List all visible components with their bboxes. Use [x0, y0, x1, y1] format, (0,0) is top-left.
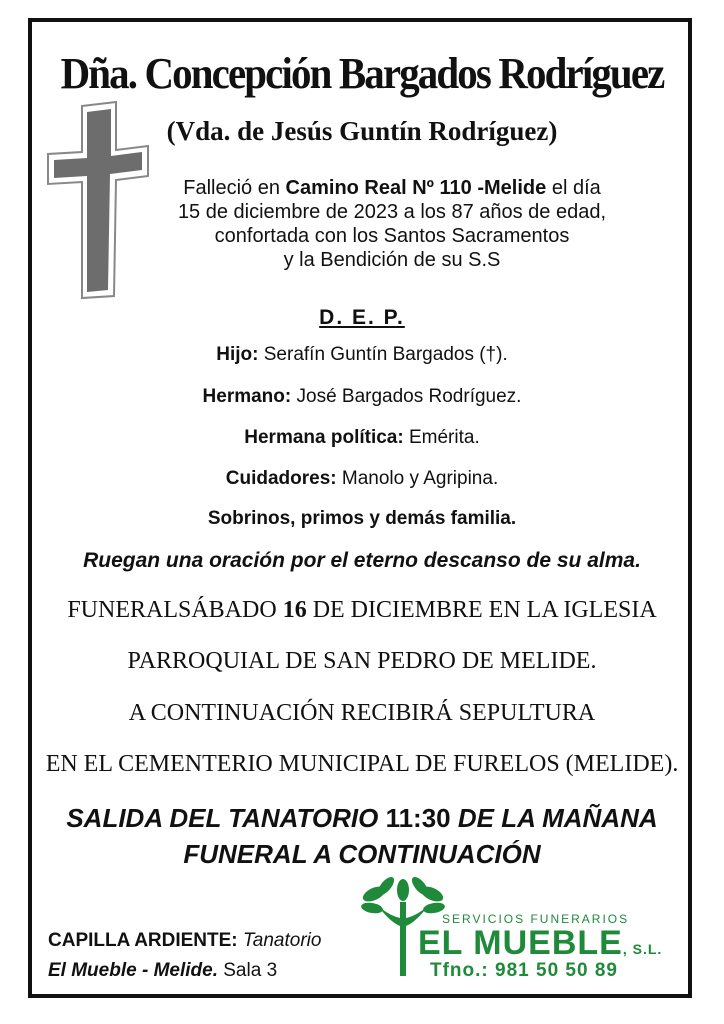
logo-brand: EL MUEBLE, S.L.: [418, 924, 663, 962]
funeral-line-2: PARROQUIAL DE SAN PEDRO DE MELIDE.: [127, 648, 597, 674]
dep: D. E. P.: [319, 306, 405, 329]
chapel-line-2: El Mueble - Melide. Sala 3: [48, 960, 278, 981]
relative-son: Hijo: Serafín Guntín Bargados (†).: [216, 344, 508, 365]
death-line-3: confortada con los Santos Sacramentos: [214, 225, 570, 247]
deceased-name: Dña. Concepción Bargados Rodríguez: [60, 49, 664, 98]
widow-of: (Vda. de Jesús Guntín Rodríguez): [166, 116, 558, 146]
departure-line-2: FUNERAL A CONTINUACIÓN: [183, 839, 541, 869]
death-line-4: y la Bendición de su S.S: [283, 249, 501, 271]
relative-brother: Hermano: José Bargados Rodríguez.: [202, 386, 522, 407]
relative-sister-in-law: Hermana política: Emérita.: [244, 427, 480, 448]
departure-line-1: SALIDA DEL TANATORIO 11:30 DE LA MAÑANA: [66, 803, 658, 833]
death-line-1: Falleció en Camino Real Nº 110 -Melide el día: [183, 177, 601, 199]
death-line-2: 15 de diciembre de 2023 a los 87 años de edad,: [177, 201, 607, 223]
prayer: Ruegan una oración por el eterno descanso de su alma.: [83, 549, 641, 572]
relative-caregivers: Cuidadores: Manolo y Agripina.: [225, 468, 499, 489]
funeral-line-1: FUNERALSÁBADO 16 DE DICIEMBRE EN LA IGLESIA: [67, 597, 657, 623]
logo-phone: Tfno.: 981 50 50 89: [430, 960, 618, 981]
funeral-home-logo: [360, 876, 680, 986]
relative-family: Sobrinos, primos y demás familia.: [207, 508, 517, 529]
chapel-line-1: CAPILLA ARDIENTE: Tanatorio: [48, 930, 322, 951]
funeral-line-3: A CONTINUACIÓN RECIBIRÁ SEPULTURA: [128, 700, 596, 726]
funeral-line-4: EN EL CEMENTERIO MUNICIPAL DE FURELOS (MELIDE).: [45, 751, 679, 777]
logo-tagline: SERVICIOS FUNERARIOS: [442, 912, 630, 926]
